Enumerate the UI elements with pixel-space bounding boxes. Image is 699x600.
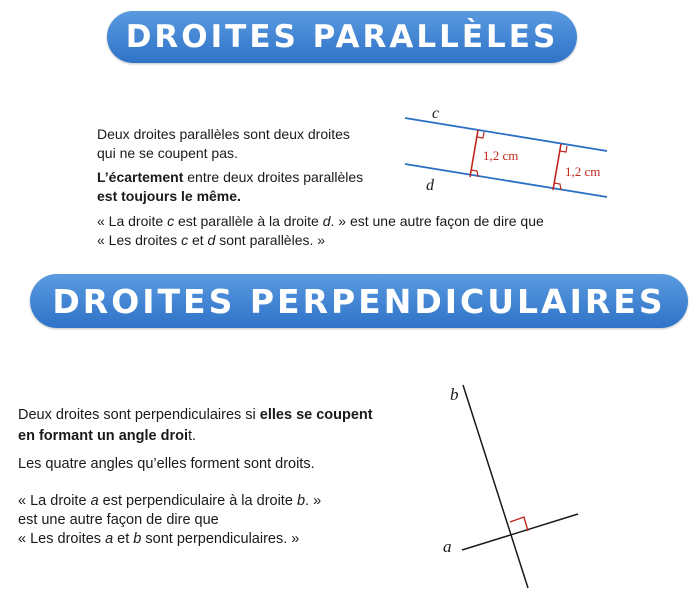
pq1-b: est parallèle à la droite <box>174 213 323 229</box>
perp-line1-a: Deux droites sont perpendiculaires si <box>18 407 260 423</box>
perp-line2-bold: en formant un angle droi <box>18 428 188 444</box>
pq2-c: c <box>181 232 189 248</box>
line-a <box>462 514 578 550</box>
label-d: d <box>426 177 434 194</box>
label-c: c <box>432 105 440 122</box>
ppq1-b: est perpendiculaire à la droite <box>98 493 297 509</box>
pq1-c: c <box>167 213 175 229</box>
ppq3-bvar: b <box>133 531 142 547</box>
toujours-bold: est toujours le même. <box>97 188 241 204</box>
pq2-d: d <box>207 232 216 248</box>
ppq1-avar: a <box>90 493 99 509</box>
label-a: a <box>443 537 452 556</box>
ppq3-a: « Les droites <box>18 531 106 547</box>
pq1-d: d <box>322 213 331 229</box>
measure-label-2: 1,2 cm <box>565 164 601 179</box>
perpendicular-title: DROITES PERPENDICULAIRES <box>52 281 666 321</box>
pq2-b: et <box>188 232 208 248</box>
pq2-a: « Les droites <box>97 232 182 248</box>
parallel-def-line1: Deux droites parallèles sont deux droites <box>97 126 350 142</box>
ecartement-rest: entre deux droites parallèles <box>183 169 364 185</box>
parallel-title: DROITES PARALLÈLES <box>125 19 559 55</box>
ppq3-b: et <box>113 531 134 547</box>
perp-line1-bold: elles se coupent <box>259 407 373 423</box>
label-b: b <box>450 385 459 404</box>
perp-quote-line2: est une autre façon de dire que <box>18 512 219 528</box>
measure-label-1: 1,2 cm <box>483 148 519 163</box>
right-angle-mark <box>510 517 528 531</box>
pq1-e: . » est une autre façon de dire que <box>330 213 544 229</box>
pq2-e: sont parallèles. » <box>215 232 326 248</box>
ppq1-a: « La droite <box>18 493 91 509</box>
ppq3-c: sont perpendiculaires. » <box>141 531 300 547</box>
line-b <box>463 385 528 588</box>
perp-line3: Les quatre angles qu’elles forment sont droits. <box>18 456 315 472</box>
perp-line2-rest: t. <box>187 428 197 444</box>
ecartement-bold: L’écartement <box>97 169 184 185</box>
ppq3-avar: a <box>105 531 114 547</box>
pq1-a: « La droite <box>97 213 168 229</box>
parallel-def-line2: qui ne se coupent pas. <box>97 145 238 161</box>
ppq1-bvar: b <box>296 493 306 509</box>
ppq1-c: . » <box>305 493 322 509</box>
